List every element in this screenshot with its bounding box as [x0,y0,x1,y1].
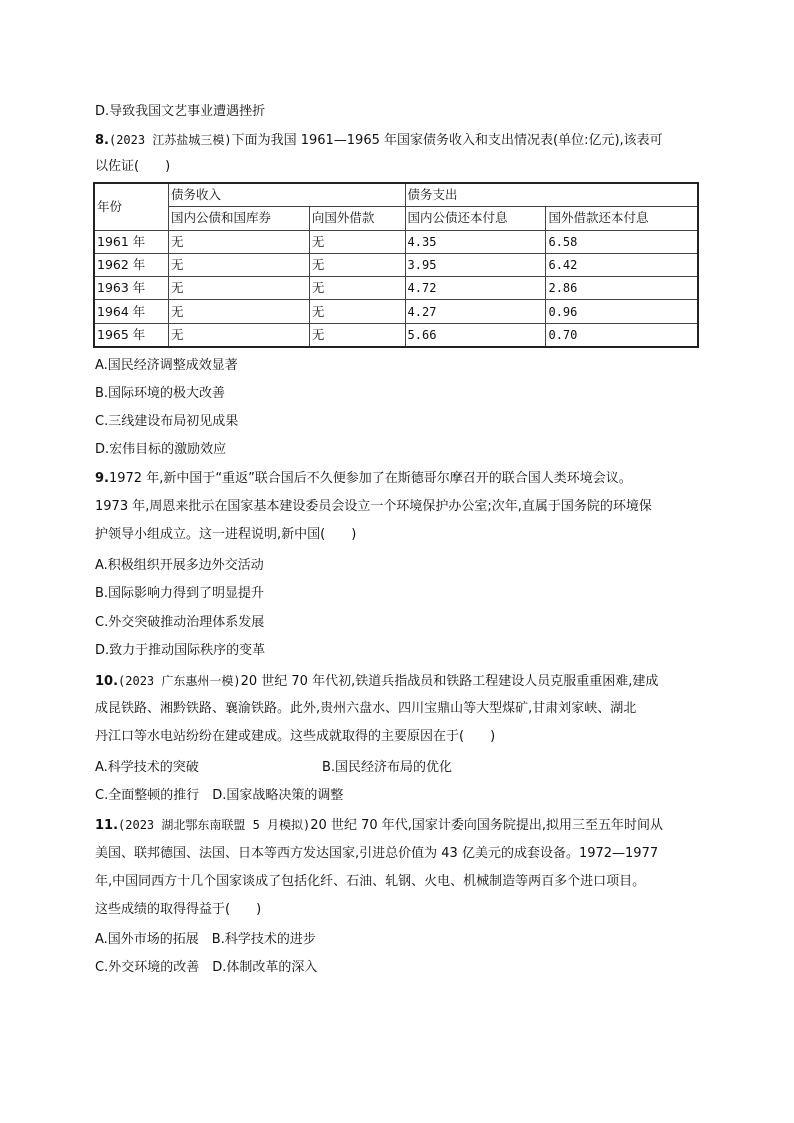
subheader-foreign-loan: 向国外借款 [309,207,405,230]
cell-domestic-repay: 4.35 [405,230,546,253]
cell-foreign-repay: 0.96 [546,300,698,323]
cell-domestic-repay: 4.72 [405,277,546,300]
q8-stem-line-2: 以佐证( ) [95,159,171,174]
cell-domestic-bond: 无 [168,277,309,300]
cell-domestic-repay: 3.95 [405,253,546,276]
header-year: 年份 [94,183,168,230]
q9-number: 9. [95,471,109,486]
subheader-domestic-bond: 国内公债和国库券 [168,207,309,230]
subheader-foreign-repay: 国外借款还本付息 [546,207,698,230]
q10-stem-line-1 [95,671,658,692]
q11-stem-line-3: 年,中国同西方十几个国家谈成了包括化纤、石油、轧钢、火电、机械制造等两百多个进口项目。 [95,874,646,889]
q11-option-a-b: A.国外市场的拓展 B.科学技术的进步 [95,932,316,947]
cell-year: 1962 年 [94,253,168,276]
q9-option-a: A.积极组织开展多边外交活动 [95,558,264,573]
q8-option-a: A.国民经济调整成效显著 [95,358,238,373]
q11-stem-line-1 [95,815,663,836]
q9-option-b: B.国际影响力得到了明显提升 [95,586,265,601]
q8-option-c: C.三线建设布局初见成果 [95,414,239,429]
q8-stem-line-1 [95,130,663,151]
cell-domestic-bond: 无 [168,230,309,253]
table-row [94,300,698,323]
q10-stem-line-3: 丹江口等水电站纷纷在建或建成。这些成就取得的主要原因在于( ) [95,729,496,744]
cell-year: 1965 年 [94,323,168,347]
table-row [94,277,698,300]
q10-option-a: A.科学技术的突破 [95,760,199,775]
q9-stem-line-3: 护领导小组成立。这一进程说明,新中国( ) [95,527,357,542]
cell-foreign-loan: 无 [309,323,405,347]
cell-domestic-bond: 无 [168,300,309,323]
q11-stem-text: 20 世纪 70 年代,国家计委向国务院提出,拟用三至五年时间从 [310,818,664,833]
header-income: 债务收入 [168,183,405,207]
q10-number: 10. [95,674,119,689]
cell-foreign-repay: 6.58 [546,230,698,253]
table-row [94,253,698,276]
q9-stem-line-1 [95,469,632,489]
cell-foreign-loan: 无 [309,230,405,253]
cell-year: 1961 年 [94,230,168,253]
debt-table [93,182,699,348]
q10-stem-text: 20 世纪 70 年代初,铁道兵指战员和铁路工程建设人员克服重重困难,建成 [240,674,659,689]
cell-domestic-bond: 无 [168,323,309,347]
q11-source: (2023 湖北鄂东南联盟 5 月模拟) [118,818,311,832]
table-header-row [94,183,698,207]
q9-option-c: C.外交突破推动治理体系发展 [95,615,265,630]
q8-number: 8. [95,133,109,148]
table-row [94,230,698,253]
q9-stem-text: 1972 年,新中国于“重返”联合国后不久便参加了在斯德哥尔摩召开的联合国人类环境会议。 [108,471,632,486]
cell-foreign-loan: 无 [309,300,405,323]
q11-number: 11. [95,818,119,833]
cell-domestic-repay: 5.66 [405,323,546,347]
q10-source: (2023 广东惠州一模) [118,674,241,688]
subheader-domestic-repay: 国内公债还本付息 [405,207,546,230]
cell-foreign-loan: 无 [309,277,405,300]
q11-stem-line-2: 美国、联邦德国、法国、日本等西方发达国家,引进总价值为 43 亿美元的成套设备。1972—1977 [95,846,659,861]
table-subheader-row [94,207,698,230]
cell-foreign-repay: 6.42 [546,253,698,276]
q11-stem-line-4: 这些成绩的取得得益于( ) [95,902,262,917]
q9-stem-line-2: 1973 年,周恩来批示在国家基本建设委员会设立一个环境保护办公室;次年,直属于国务院的环境保 [95,499,652,514]
q8-source: (2023 江苏盐城三模) [108,133,232,147]
q8-option-d: D.宏伟目标的激励效应 [95,442,227,457]
cell-foreign-loan: 无 [309,253,405,276]
q8-stem-text: 下面为我国 1961—1965 年国家债务收入和支出情况表(单位:亿元),该表可 [231,133,663,148]
q10-stem-line-2: 成昆铁路、湘黔铁路、襄渝铁路。此外,贵州六盘水、四川宝鼎山等大型煤矿,甘肃刘家峡、湖北 [95,701,637,716]
q10-option-b: B.国民经济布局的优化 [322,760,453,775]
cell-domestic-repay: 4.27 [405,300,546,323]
q9-option-d: D.致力于推动国际秩序的变革 [95,643,266,658]
cell-year: 1964 年 [94,300,168,323]
header-expense: 债务支出 [405,183,698,207]
q11-option-c-d: C.外交环境的改善 D.体制改革的深入 [95,960,318,975]
cell-foreign-repay: 0.70 [546,323,698,347]
cell-year: 1963 年 [94,277,168,300]
q10-option-row-1 [95,758,199,778]
table-row [94,323,698,347]
q10-option-c-d: C.全面整顿的推行 D.国家战略决策的调整 [95,788,344,803]
cell-domestic-bond: 无 [168,253,309,276]
cell-foreign-repay: 2.86 [546,277,698,300]
prev-question-option-d: D.导致我国文艺事业遭遇挫折 [95,104,266,119]
q8-option-b: B.国际环境的极大改善 [95,386,226,401]
